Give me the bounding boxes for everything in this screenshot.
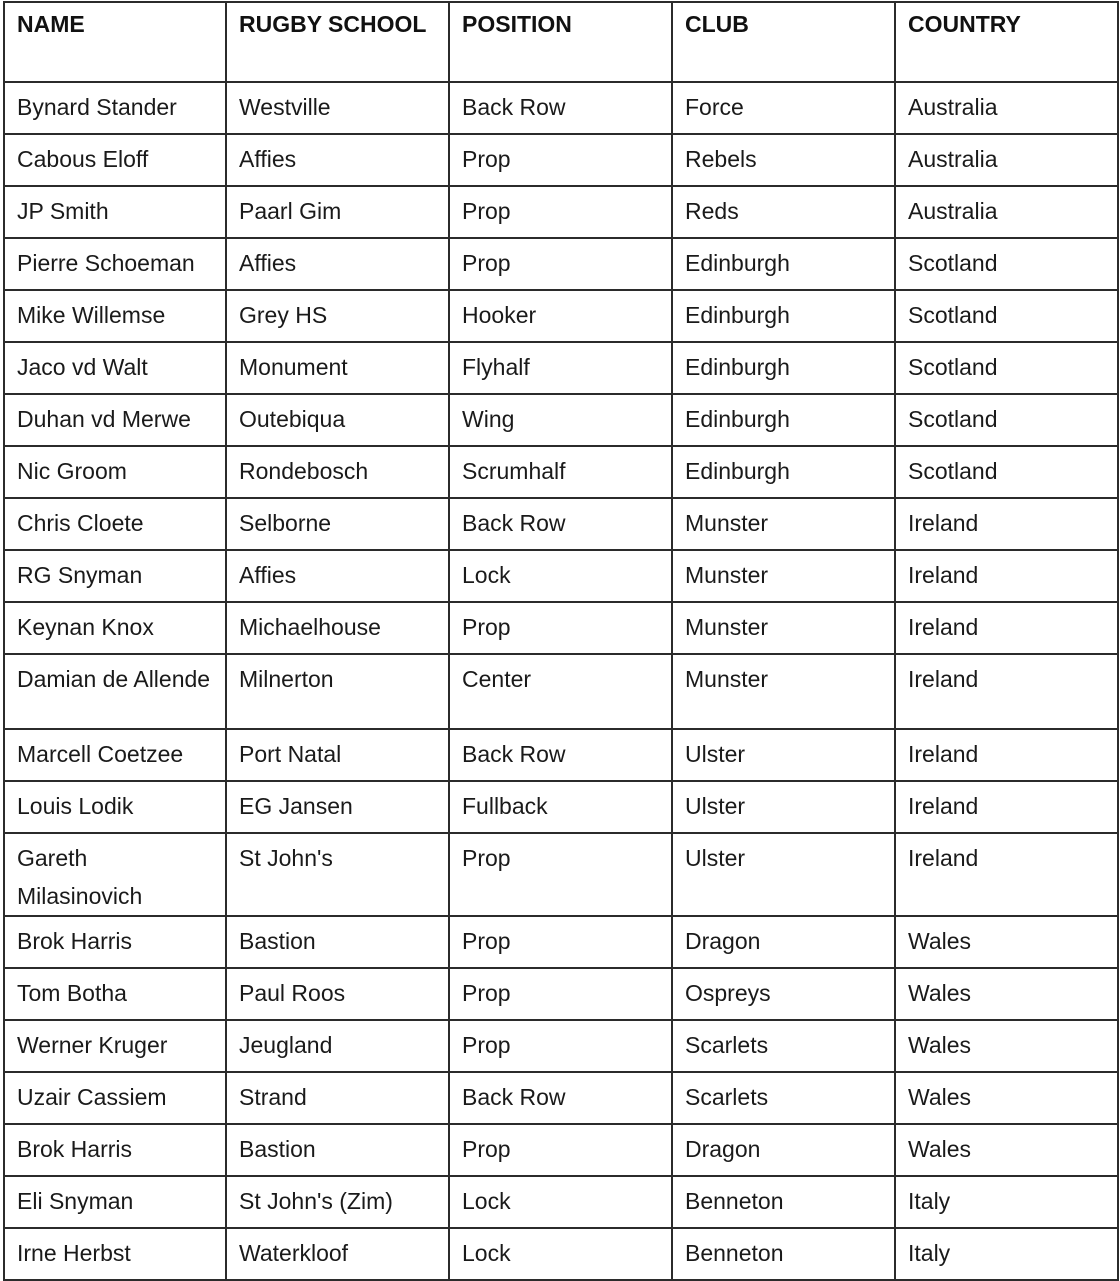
table-row bbox=[4, 1176, 1118, 1228]
cell-position: Prop bbox=[449, 1124, 672, 1176]
cell-club: Reds bbox=[672, 186, 895, 238]
cell-country: Ireland bbox=[895, 654, 1118, 729]
cell-name: Irne Herbst bbox=[4, 1228, 226, 1280]
table-row bbox=[4, 238, 1118, 290]
cell-rugby-school: St John's (Zim) bbox=[226, 1176, 449, 1228]
cell-rugby-school: Port Natal bbox=[226, 729, 449, 781]
table-row bbox=[4, 134, 1118, 186]
header-row bbox=[4, 2, 1118, 82]
cell-club: Edinburgh bbox=[672, 238, 895, 290]
table-row bbox=[4, 1124, 1118, 1176]
table-row bbox=[4, 968, 1118, 1020]
cell-rugby-school: Waterkloof bbox=[226, 1228, 449, 1280]
cell-name: Keynan Knox bbox=[4, 602, 226, 654]
table-row bbox=[4, 82, 1118, 134]
cell-club: Scarlets bbox=[672, 1020, 895, 1072]
header-country: COUNTRY bbox=[895, 2, 1118, 82]
cell-rugby-school: Michaelhouse bbox=[226, 602, 449, 654]
cell-club: Ospreys bbox=[672, 968, 895, 1020]
cell-country: Wales bbox=[895, 1124, 1118, 1176]
cell-name: Brok Harris bbox=[4, 1124, 226, 1176]
table-row bbox=[4, 916, 1118, 968]
cell-name: Uzair Cassiem bbox=[4, 1072, 226, 1124]
table-row bbox=[4, 1020, 1118, 1072]
cell-club: Munster bbox=[672, 550, 895, 602]
header-club: CLUB bbox=[672, 2, 895, 82]
cell-rugby-school: Paarl Gim bbox=[226, 186, 449, 238]
cell-country: Wales bbox=[895, 968, 1118, 1020]
cell-country: Scotland bbox=[895, 342, 1118, 394]
cell-name: Mike Willemse bbox=[4, 290, 226, 342]
cell-position: Back Row bbox=[449, 498, 672, 550]
table-row bbox=[4, 729, 1118, 781]
cell-country: Scotland bbox=[895, 238, 1118, 290]
cell-position: Lock bbox=[449, 1228, 672, 1280]
cell-name: Pierre Schoeman bbox=[4, 238, 226, 290]
cell-club: Edinburgh bbox=[672, 290, 895, 342]
table-row bbox=[4, 498, 1118, 550]
cell-name: Duhan vd Merwe bbox=[4, 394, 226, 446]
cell-rugby-school: Selborne bbox=[226, 498, 449, 550]
cell-club: Rebels bbox=[672, 134, 895, 186]
cell-rugby-school: Rondebosch bbox=[226, 446, 449, 498]
header-rugby-school: RUGBY SCHOOL bbox=[226, 2, 449, 82]
cell-rugby-school: Affies bbox=[226, 238, 449, 290]
table-row bbox=[4, 1228, 1118, 1280]
cell-club: Munster bbox=[672, 654, 895, 729]
cell-club: Dragon bbox=[672, 1124, 895, 1176]
cell-position: Lock bbox=[449, 550, 672, 602]
table-row bbox=[4, 394, 1118, 446]
cell-rugby-school: Monument bbox=[226, 342, 449, 394]
cell-rugby-school: St John's bbox=[226, 833, 449, 916]
table-row bbox=[4, 550, 1118, 602]
cell-country: Ireland bbox=[895, 833, 1118, 916]
cell-country: Ireland bbox=[895, 550, 1118, 602]
cell-position: Back Row bbox=[449, 729, 672, 781]
cell-position: Center bbox=[449, 654, 672, 729]
cell-name: Brok Harris bbox=[4, 916, 226, 968]
cell-country: Ireland bbox=[895, 729, 1118, 781]
cell-rugby-school: Bastion bbox=[226, 1124, 449, 1176]
cell-rugby-school: Outebiqua bbox=[226, 394, 449, 446]
cell-name: Eli Snyman bbox=[4, 1176, 226, 1228]
cell-rugby-school: Westville bbox=[226, 82, 449, 134]
table-row bbox=[4, 446, 1118, 498]
cell-club: Munster bbox=[672, 498, 895, 550]
cell-club: Scarlets bbox=[672, 1072, 895, 1124]
cell-club: Ulster bbox=[672, 781, 895, 833]
cell-position: Prop bbox=[449, 916, 672, 968]
cell-position: Wing bbox=[449, 394, 672, 446]
cell-club: Ulster bbox=[672, 833, 895, 916]
players-table bbox=[3, 1, 1119, 1281]
cell-club: Edinburgh bbox=[672, 342, 895, 394]
table-row bbox=[4, 654, 1118, 729]
table-row bbox=[4, 781, 1118, 833]
cell-name: Tom Botha bbox=[4, 968, 226, 1020]
table-row bbox=[4, 602, 1118, 654]
cell-rugby-school: Bastion bbox=[226, 916, 449, 968]
cell-name: Louis Lodik bbox=[4, 781, 226, 833]
cell-country: Italy bbox=[895, 1228, 1118, 1280]
cell-name: RG Snyman bbox=[4, 550, 226, 602]
cell-country: Australia bbox=[895, 186, 1118, 238]
header-position: POSITION bbox=[449, 2, 672, 82]
cell-country: Ireland bbox=[895, 498, 1118, 550]
table-row bbox=[4, 290, 1118, 342]
cell-country: Australia bbox=[895, 82, 1118, 134]
cell-name: Damian de Allende bbox=[4, 654, 226, 729]
cell-rugby-school: Jeugland bbox=[226, 1020, 449, 1072]
cell-club: Benneton bbox=[672, 1176, 895, 1228]
cell-name: Jaco vd Walt bbox=[4, 342, 226, 394]
table-body bbox=[4, 82, 1118, 1280]
table-row bbox=[4, 186, 1118, 238]
cell-country: Australia bbox=[895, 134, 1118, 186]
cell-position: Prop bbox=[449, 602, 672, 654]
table-row bbox=[4, 833, 1118, 916]
cell-name: Bynard Stander bbox=[4, 82, 226, 134]
cell-country: Ireland bbox=[895, 781, 1118, 833]
cell-rugby-school: Affies bbox=[226, 134, 449, 186]
cell-position: Prop bbox=[449, 833, 672, 916]
cell-position: Lock bbox=[449, 1176, 672, 1228]
cell-country: Scotland bbox=[895, 446, 1118, 498]
cell-position: Prop bbox=[449, 1020, 672, 1072]
cell-rugby-school: Grey HS bbox=[226, 290, 449, 342]
cell-name: Marcell Coetzee bbox=[4, 729, 226, 781]
cell-country: Wales bbox=[895, 1072, 1118, 1124]
cell-club: Edinburgh bbox=[672, 446, 895, 498]
cell-country: Scotland bbox=[895, 394, 1118, 446]
cell-rugby-school: Strand bbox=[226, 1072, 449, 1124]
table-row bbox=[4, 1072, 1118, 1124]
cell-name: Nic Groom bbox=[4, 446, 226, 498]
cell-name: Chris Cloete bbox=[4, 498, 226, 550]
cell-club: Dragon bbox=[672, 916, 895, 968]
cell-rugby-school: Paul Roos bbox=[226, 968, 449, 1020]
cell-rugby-school: Milnerton bbox=[226, 654, 449, 729]
cell-club: Force bbox=[672, 82, 895, 134]
cell-country: Ireland bbox=[895, 602, 1118, 654]
cell-position: Flyhalf bbox=[449, 342, 672, 394]
cell-position: Fullback bbox=[449, 781, 672, 833]
cell-name: Werner Kruger bbox=[4, 1020, 226, 1072]
cell-country: Wales bbox=[895, 916, 1118, 968]
cell-name: Cabous Eloff bbox=[4, 134, 226, 186]
cell-rugby-school: EG Jansen bbox=[226, 781, 449, 833]
cell-position: Prop bbox=[449, 186, 672, 238]
cell-rugby-school: Affies bbox=[226, 550, 449, 602]
cell-country: Italy bbox=[895, 1176, 1118, 1228]
cell-club: Munster bbox=[672, 602, 895, 654]
table-row bbox=[4, 342, 1118, 394]
cell-position: Back Row bbox=[449, 1072, 672, 1124]
cell-club: Benneton bbox=[672, 1228, 895, 1280]
cell-position: Scrumhalf bbox=[449, 446, 672, 498]
cell-club: Ulster bbox=[672, 729, 895, 781]
cell-position: Prop bbox=[449, 134, 672, 186]
cell-club: Edinburgh bbox=[672, 394, 895, 446]
cell-name: Gareth Milasinovich bbox=[4, 833, 226, 916]
cell-position: Hooker bbox=[449, 290, 672, 342]
cell-country: Scotland bbox=[895, 290, 1118, 342]
cell-position: Prop bbox=[449, 968, 672, 1020]
cell-position: Prop bbox=[449, 238, 672, 290]
cell-name: JP Smith bbox=[4, 186, 226, 238]
cell-country: Wales bbox=[895, 1020, 1118, 1072]
header-name: NAME bbox=[4, 2, 226, 82]
cell-position: Back Row bbox=[449, 82, 672, 134]
